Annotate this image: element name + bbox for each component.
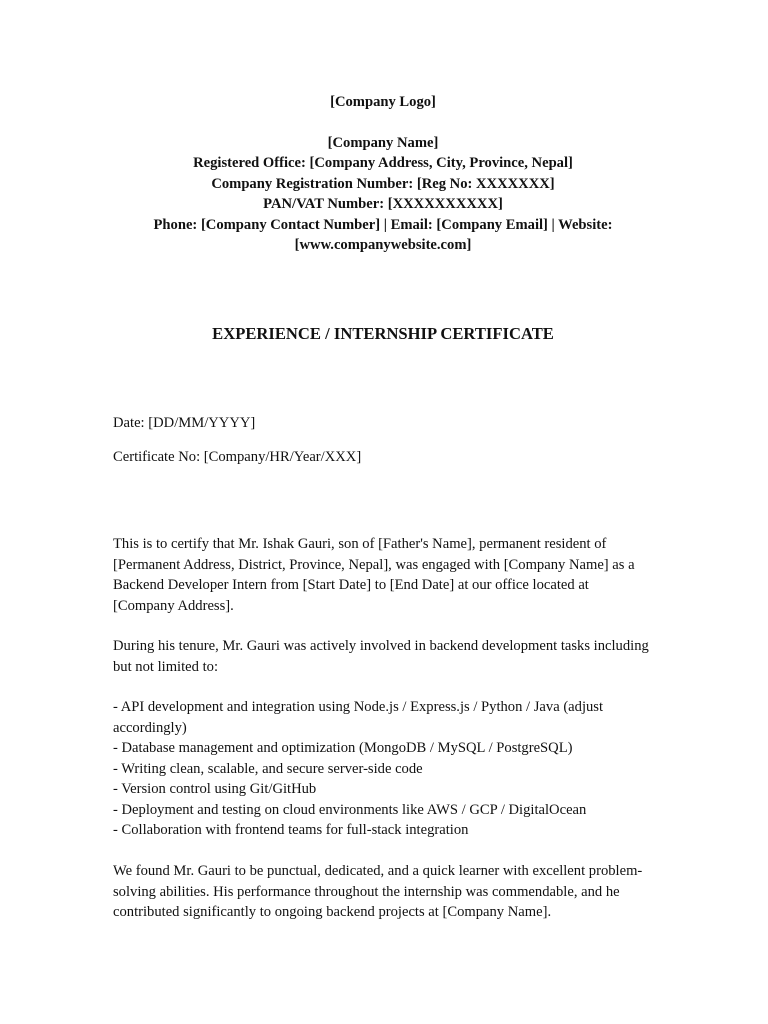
list-item: - Database management and optimization (MongoDB / MySQL / PostgreSQL)	[113, 740, 573, 756]
pan-vat-number: PAN/VAT Number: [XXXXXXXXXX]	[263, 196, 503, 212]
letterhead	[113, 92, 653, 256]
list-item: - API development and integration using Node.js / Express.js / Python / Java (adjust accordingly)	[113, 699, 604, 736]
tenure-paragraph: During his tenure, Mr. Gauri was actively involved in backend development tasks including but not limited to:	[113, 638, 649, 675]
certificate-title: EXPERIENCE / INTERNSHIP CERTIFICATE	[212, 324, 554, 343]
registered-office: Registered Office: [Company Address, City, Province, Nepal]	[193, 155, 573, 171]
list-item: - Version control using Git/GitHub	[113, 781, 317, 797]
registration-number: Company Registration Number: [Reg No: XXXXXXX]	[211, 175, 555, 192]
company-logo-placeholder: [Company Logo]	[330, 94, 436, 110]
list-item: - Writing clean, scalable, and secure server-side code	[113, 760, 423, 777]
contact-line: Phone: [Company Contact Number] | Email: [Company Email] | Website:	[153, 216, 613, 233]
certificate-number: Certificate No: [Company/HR/Year/XXX]	[113, 449, 362, 465]
company-name: [Company Name]	[327, 134, 439, 151]
performance-paragraph: We found Mr. Gauri to be punctual, dedicated, and a quick learner with excellent problem-solving abilities. His performance throughout the internship was commendable, and he contributed significantly to ongoing backend projects at [Company Name].	[113, 863, 643, 920]
list-item: - Deployment and testing on cloud environments like AWS / GCP / DigitalOcean	[113, 801, 587, 818]
certification-paragraph: This is to certify that Mr. Ishak Gauri, son of [Father's Name], permanent resident of [Permanent Address, District, Province, Nepal], was engaged with [Company Name] as a Backend Developer Intern from [Start Date] to [End Date] at our office located at [Company Address].	[113, 536, 635, 614]
website-line: [www.companywebsite.com]	[294, 237, 472, 253]
responsibilities-list	[113, 697, 653, 841]
list-item: - Collaboration with frontend teams for full-stack integration	[113, 822, 469, 838]
certificate-date: Date: [DD/MM/YYYY]	[113, 415, 256, 431]
